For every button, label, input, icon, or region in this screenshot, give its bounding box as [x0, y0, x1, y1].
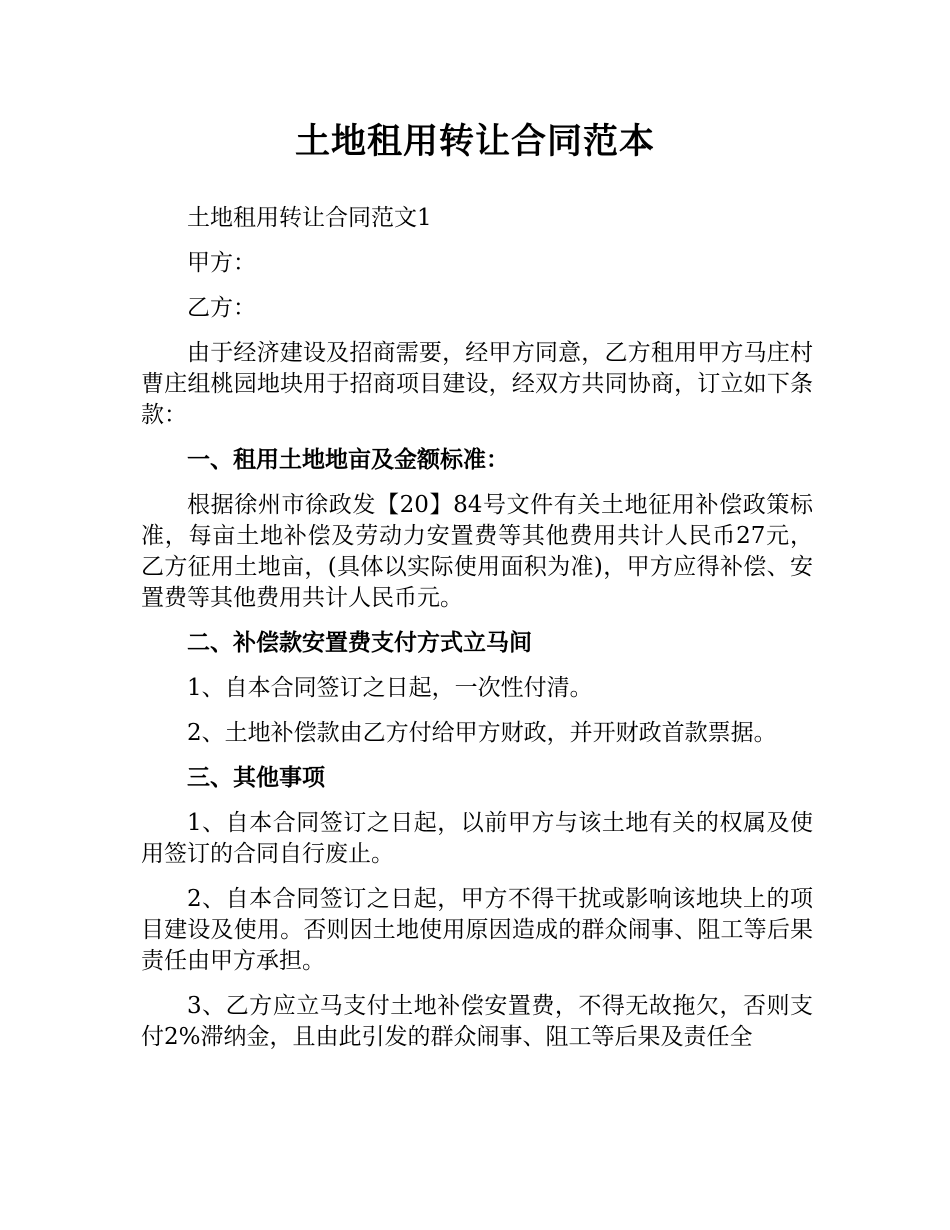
document-body	[141, 203, 813, 1067]
section-heading-3: 三、其他事项	[187, 765, 325, 791]
section-3-item-2: 2、自本合同签订之日起，甲方不得干扰或影响该地块上的项目建设及使用。否则因土地使用原因造成的群众闹事、阻工等后果责任由甲方承担。	[141, 886, 813, 974]
section-2-item-2: 2、土地补偿款由乙方付给甲方财政，并开财政首款票据。	[187, 720, 777, 746]
intro-paragraph: 由于经济建设及招商需要，经甲方同意，乙方租用甲方马庄村曹庄组桃园地块用于招商项目建设，经双方共同协商，订立如下条款：	[141, 340, 813, 428]
section-2-item-1: 1、自本合同签订之日起，一次性付清。	[187, 675, 593, 701]
party-b-label: 乙方：	[187, 295, 256, 321]
document-title: 土地租用转让合同范本	[294, 122, 655, 162]
section-3-item-1: 1、自本合同签订之日起，以前甲方与该土地有关的权属及使用签订的合同自行废止。	[141, 810, 813, 867]
section-heading-1: 一、租用土地地亩及金额标准：	[187, 447, 509, 473]
subtitle-paragraph: 土地租用转让合同范文1	[187, 205, 432, 231]
section-heading-2: 二、补偿款安置费支付方式立马间	[187, 630, 532, 656]
section-1-paragraph: 根据徐州市徐政发【20】84号文件有关土地征用补偿政策标准，每亩土地补偿及劳动力安置费等其他费用共计人民币27元，乙方征用土地亩，(具体以实际使用面积为准)，甲方应得补偿、安置费等其他费用共计人民币元。	[141, 492, 813, 611]
party-a-label: 甲方：	[187, 250, 256, 276]
section-3-item-3: 3、乙方应立马支付土地补偿安置费，不得无故拖欠，否则支付2%滞纳金，且由此引发的群众闹事、阻工等后果及责任全	[141, 993, 813, 1050]
